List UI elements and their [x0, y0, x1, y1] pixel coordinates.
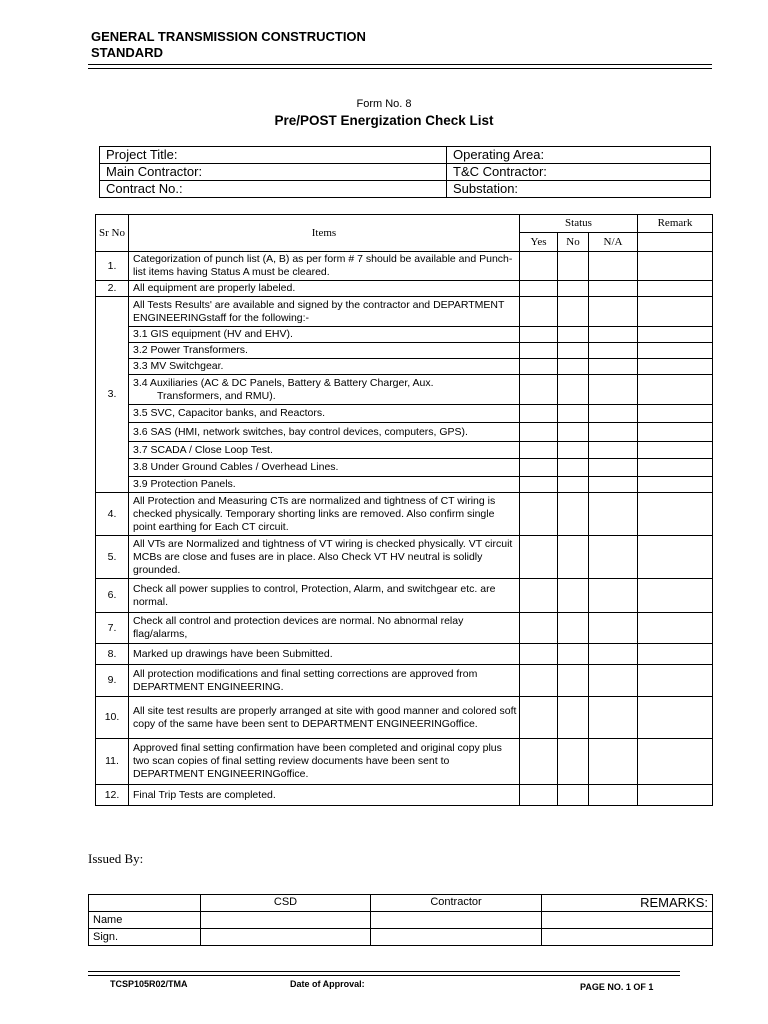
status-na-cell[interactable]: [589, 644, 638, 665]
contractor-name-cell[interactable]: [371, 912, 542, 929]
table-row: [96, 442, 713, 459]
tc-contractor-field[interactable]: T&C Contractor:: [447, 164, 711, 181]
row-item-text: All Tests Results' are available and signed by the contractor and DEPARTMENT ENGINEERINGstaff for the following:-: [129, 297, 520, 327]
remark-cell[interactable]: [638, 613, 713, 644]
status-na-cell[interactable]: [589, 405, 638, 423]
row-item-text: 3.2 Power Transformers.: [129, 343, 520, 359]
checklist-table: [95, 214, 713, 806]
row-sr-no: 11.: [96, 739, 129, 785]
status-no-cell[interactable]: [558, 375, 589, 405]
table-row: [96, 343, 713, 359]
table-row: [96, 405, 713, 423]
footer-date-of-approval: Date of Approval:: [290, 979, 365, 989]
table-row: [96, 697, 713, 739]
row-item-text: 3.9 Protection Panels.: [129, 477, 520, 493]
remark-cell[interactable]: [638, 644, 713, 665]
table-row: [96, 477, 713, 493]
table-row: [96, 375, 713, 405]
row-item-text: Check all control and protection devices are normal. No abnormal relay flag/alarms,: [129, 613, 520, 644]
table-row: [96, 739, 713, 785]
status-no-cell[interactable]: [558, 423, 589, 442]
status-na-cell[interactable]: [589, 579, 638, 613]
remark-cell[interactable]: [638, 297, 713, 327]
status-na-cell[interactable]: [589, 493, 638, 536]
status-no-cell[interactable]: [558, 442, 589, 459]
status-yes-cell[interactable]: [520, 423, 558, 442]
remark-cell[interactable]: [638, 442, 713, 459]
footer-divider: [88, 971, 680, 972]
status-yes-cell[interactable]: [520, 644, 558, 665]
row-sr-no: 2.: [96, 281, 129, 297]
remarks-header: REMARKS:: [542, 895, 713, 912]
header-title-line1: GENERAL TRANSMISSION CONSTRUCTION: [91, 29, 366, 44]
row-sr-no: 4.: [96, 493, 129, 536]
status-na-cell[interactable]: [589, 327, 638, 343]
status-yes-cell[interactable]: [520, 536, 558, 579]
remark-cell[interactable]: [638, 423, 713, 442]
header-divider-thin: [88, 68, 712, 69]
row-sr-no: 8.: [96, 644, 129, 665]
status-yes-cell[interactable]: [520, 405, 558, 423]
remark-cell[interactable]: [638, 697, 713, 739]
status-no-cell[interactable]: [558, 493, 589, 536]
row-item-text: 3.3 MV Switchgear.: [129, 359, 520, 375]
row-sr-no: 12.: [96, 785, 129, 806]
contractor-header: Contractor: [371, 895, 542, 912]
status-no-cell[interactable]: [558, 697, 589, 739]
status-na-cell[interactable]: [589, 697, 638, 739]
status-na-cell[interactable]: [589, 459, 638, 477]
status-no-cell[interactable]: [558, 613, 589, 644]
status-yes-cell[interactable]: [520, 442, 558, 459]
project-title-field[interactable]: Project Title:: [100, 147, 447, 164]
no-header: No: [558, 233, 589, 252]
substation-field[interactable]: Substation:: [447, 181, 711, 198]
table-row: [96, 252, 713, 281]
status-yes-cell[interactable]: [520, 375, 558, 405]
status-no-cell[interactable]: [558, 297, 589, 327]
table-row: [96, 579, 713, 613]
row-item-text: All Protection and Measuring CTs are normalized and tightness of CT wiring is checked physically. Temporary shorting links are removed. Also confirm single point earthing for Each CT circuit.: [129, 493, 520, 536]
row-item-text: Check all power supplies to control, Protection, Alarm, and switchgear etc. are normal.: [129, 579, 520, 613]
status-yes-cell[interactable]: [520, 739, 558, 785]
table-row: [96, 493, 713, 536]
form-title: Pre/POST Energization Check List: [274, 113, 494, 128]
status-yes-cell[interactable]: [520, 459, 558, 477]
status-yes-cell[interactable]: [520, 613, 558, 644]
signoff-corner-cell: [89, 895, 201, 912]
row-item-text: Categorization of punch list (A, B) as per form # 7 should be available and Punch-list items having Status A must be cleared.: [129, 252, 520, 281]
remark-subheader: [638, 233, 713, 252]
remark-cell[interactable]: [638, 327, 713, 343]
status-yes-cell[interactable]: [520, 359, 558, 375]
row-item-text: 3.7 SCADA / Close Loop Test.: [129, 442, 520, 459]
status-yes-cell[interactable]: [520, 477, 558, 493]
remark-cell[interactable]: [638, 579, 713, 613]
remark-cell[interactable]: [638, 252, 713, 281]
table-row: [96, 536, 713, 579]
status-na-cell[interactable]: [589, 375, 638, 405]
remark-cell[interactable]: [638, 536, 713, 579]
header-divider: [88, 64, 712, 65]
status-no-cell[interactable]: [558, 477, 589, 493]
status-no-cell[interactable]: [558, 644, 589, 665]
row-item-text: Marked up drawings have been Submitted.: [129, 644, 520, 665]
row-item-text: All protection modifications and final setting corrections are approved from DEPARTMENT ENGINEERING.: [129, 665, 520, 697]
form-number: Form No. 8: [356, 98, 412, 110]
status-no-cell[interactable]: [558, 405, 589, 423]
status-na-cell[interactable]: [589, 442, 638, 459]
table-row: [96, 644, 713, 665]
status-na-cell[interactable]: [589, 359, 638, 375]
row-sr-no: 1.: [96, 252, 129, 281]
row-item-text: 3.8 Under Ground Cables / Overhead Lines.: [129, 459, 520, 477]
status-yes-cell[interactable]: [520, 697, 558, 739]
row-sr-no: 5.: [96, 536, 129, 579]
table-row: [96, 327, 713, 343]
status-yes-cell[interactable]: [520, 297, 558, 327]
issued-by-label: Issued By:: [88, 851, 144, 866]
status-na-cell[interactable]: [589, 785, 638, 806]
table-row: [96, 459, 713, 477]
row-item-text: 3.1 GIS equipment (HV and EHV).: [129, 327, 520, 343]
status-na-cell[interactable]: [589, 343, 638, 359]
table-row: [96, 423, 713, 442]
status-na-cell[interactable]: [589, 281, 638, 297]
contractor-sign-cell[interactable]: [371, 929, 542, 946]
remark-cell[interactable]: [638, 375, 713, 405]
row-sr-no: 9.: [96, 665, 129, 697]
status-no-cell[interactable]: [558, 739, 589, 785]
status-na-cell[interactable]: [589, 613, 638, 644]
signoff-table: [88, 894, 713, 946]
header-title-line2: STANDARD: [91, 45, 163, 60]
row-item-text: 3.6 SAS (HMI, network switches, bay control devices, computers, GPS).: [129, 423, 520, 442]
status-no-cell[interactable]: [558, 252, 589, 281]
remark-cell[interactable]: [638, 785, 713, 806]
status-na-cell[interactable]: [589, 252, 638, 281]
status-yes-cell[interactable]: [520, 665, 558, 697]
remark-header: Remark: [638, 215, 713, 233]
remarks-sign-cell[interactable]: [542, 929, 713, 946]
main-contractor-field[interactable]: Main Contractor:: [100, 164, 447, 181]
csd-sign-cell[interactable]: [201, 929, 371, 946]
status-na-cell[interactable]: [589, 297, 638, 327]
table-row: [96, 613, 713, 644]
footer-divider-thin: [88, 975, 680, 976]
table-row: [96, 785, 713, 806]
project-info-table: [99, 146, 711, 198]
remark-cell[interactable]: [638, 665, 713, 697]
remark-cell[interactable]: [638, 739, 713, 785]
status-no-cell[interactable]: [558, 281, 589, 297]
row-sr-no: 3.: [96, 297, 129, 493]
items-header: Items: [129, 215, 520, 252]
remarks-name-cell[interactable]: [542, 912, 713, 929]
row-item-text-line2: Transformers, and RMU).: [157, 389, 276, 402]
status-no-cell[interactable]: [558, 359, 589, 375]
remark-cell[interactable]: [638, 459, 713, 477]
status-na-cell[interactable]: [589, 423, 638, 442]
status-header: Status: [520, 215, 638, 233]
operating-area-field[interactable]: Operating Area:: [447, 147, 711, 164]
footer-doc-code: TCSP105R02/TMA: [110, 979, 188, 989]
document-header: [91, 29, 366, 61]
status-yes-cell[interactable]: [520, 252, 558, 281]
row-item-text: Approved final setting confirmation have been completed and original copy plus two scan copies of final setting review documents have been sent to DEPARTMENT ENGINEERINGoffice.: [129, 739, 520, 785]
table-row: [96, 665, 713, 697]
row-item-text: All equipment are properly labeled.: [129, 281, 520, 297]
row-item-text: [129, 375, 520, 405]
csd-header: CSD: [201, 895, 371, 912]
contract-no-field[interactable]: Contract No.:: [100, 181, 447, 198]
remark-cell[interactable]: [638, 493, 713, 536]
status-na-cell[interactable]: [589, 665, 638, 697]
remark-cell[interactable]: [638, 405, 713, 423]
status-no-cell[interactable]: [558, 665, 589, 697]
table-row: [96, 281, 713, 297]
sign-label: Sign.: [89, 929, 201, 946]
status-yes-cell[interactable]: [520, 493, 558, 536]
remark-cell[interactable]: [638, 281, 713, 297]
status-yes-cell[interactable]: [520, 327, 558, 343]
row-item-text: All VTs are Normalized and tightness of VT wiring is checked physically. VT circuit MCBs are close and fuses are in place. Also Check VT HV neutral is solidly grounded.: [129, 536, 520, 579]
status-na-cell[interactable]: [589, 477, 638, 493]
status-yes-cell[interactable]: [520, 343, 558, 359]
remark-cell[interactable]: [638, 343, 713, 359]
row-sr-no: 7.: [96, 613, 129, 644]
row-item-text-line1: 3.4 Auxiliaries (AC & DC Panels, Battery & Battery Charger, Aux.: [133, 376, 434, 389]
status-no-cell[interactable]: [558, 579, 589, 613]
remark-cell[interactable]: [638, 359, 713, 375]
row-sr-no: 10.: [96, 697, 129, 739]
yes-header: Yes: [520, 233, 558, 252]
table-row: [96, 297, 713, 327]
status-no-cell[interactable]: [558, 459, 589, 477]
status-no-cell[interactable]: [558, 327, 589, 343]
remark-cell[interactable]: [638, 477, 713, 493]
na-header: N/A: [589, 233, 638, 252]
row-item-text: 3.5 SVC, Capacitor banks, and Reactors.: [129, 405, 520, 423]
row-sr-no: 6.: [96, 579, 129, 613]
name-label: Name: [89, 912, 201, 929]
status-no-cell[interactable]: [558, 343, 589, 359]
status-no-cell[interactable]: [558, 785, 589, 806]
row-item-text: All site test results are properly arranged at site with good manner and colored soft copy of the same have been sent to DEPARTMENT ENGINEERINGoffice.: [129, 697, 520, 739]
row-item-text: Final Trip Tests are completed.: [129, 785, 520, 806]
status-na-cell[interactable]: [589, 739, 638, 785]
status-yes-cell[interactable]: [520, 785, 558, 806]
footer-page-number: PAGE NO. 1 OF 1: [580, 982, 654, 992]
status-yes-cell[interactable]: [520, 281, 558, 297]
table-row: [96, 359, 713, 375]
sr-no-header: Sr No: [96, 215, 129, 252]
status-no-cell[interactable]: [558, 536, 589, 579]
csd-name-cell[interactable]: [201, 912, 371, 929]
status-na-cell[interactable]: [589, 536, 638, 579]
status-yes-cell[interactable]: [520, 579, 558, 613]
